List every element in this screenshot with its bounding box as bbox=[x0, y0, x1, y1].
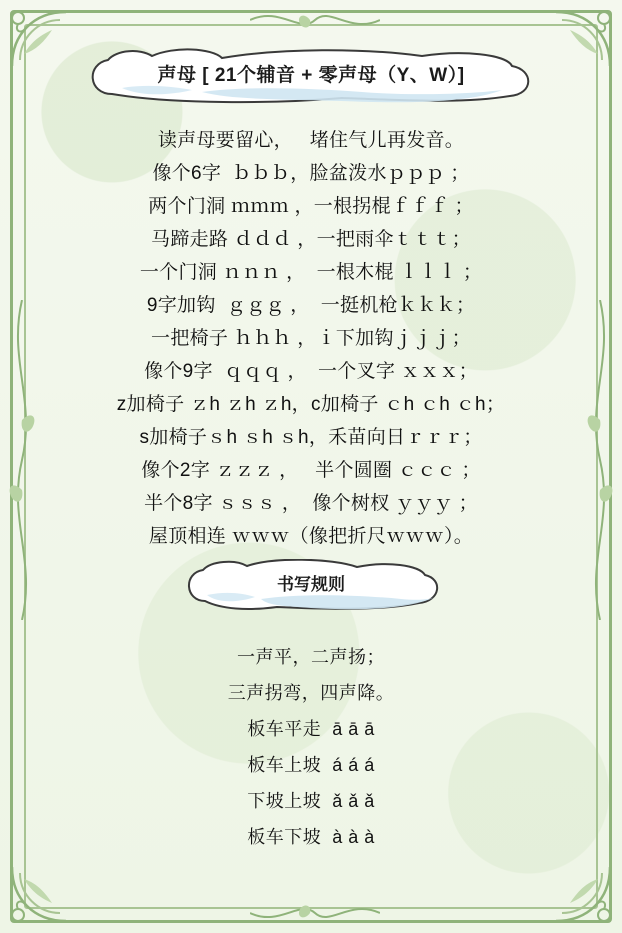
rules-line: 板车上坡 á á á bbox=[247, 755, 375, 775]
verse-line: 读声母要留心， 堵住气儿再发音。 bbox=[157, 130, 465, 151]
worksheet-content bbox=[34, 34, 588, 899]
rules-line: 一声平，二声扬； bbox=[237, 647, 385, 667]
writing-rules-title-banner bbox=[181, 559, 441, 615]
verse-line: 半个8字 ｓｓｓ ， 像个树杈 ｙｙｙ ； bbox=[144, 493, 478, 514]
verse-line: 两个门洞 ｍｍｍ ，一根拐棍ｆｆｆ ； bbox=[148, 196, 474, 217]
verse-line: 屋顶相连 ｗｗｗ（像把折尺ｗｗｗ）。 bbox=[148, 526, 474, 547]
initials-title-banner bbox=[82, 48, 540, 110]
verse-line: 9字加钩 ｇｇｇ ， 一挺机枪ｋｋｋ； bbox=[146, 295, 476, 316]
verse-line: 一把椅子 ｈｈｈ ，ｉ下加钩ｊｊｊ； bbox=[151, 328, 471, 349]
writing-rules-title-text: 书写规则 bbox=[277, 575, 345, 594]
verse-line: s加椅子ｓh ｓh ｓh，禾苗向日ｒｒｒ； bbox=[139, 427, 483, 448]
verse-line: 马蹄走路 ｄｄｄ ，一把雨伞ｔｔｔ； bbox=[151, 229, 471, 250]
verse-line: z加椅子 ｚh ｚh ｚh，c加椅子 ｃh ｃh ｃh； bbox=[116, 394, 506, 415]
rules-line: 板车平走 ā ā ā bbox=[247, 719, 375, 739]
verse-line: 像个2字 ｚｚｚ ， 半个圆圈 ｃｃｃ ； bbox=[141, 460, 481, 481]
initials-title-text: 声母 [ 21个辅音 + 零声母（Y、W）] bbox=[157, 65, 465, 86]
rules-line: 板车下坡 à à à bbox=[247, 827, 375, 847]
rules-line: 下坡上坡 ǎ ǎ ǎ bbox=[247, 791, 375, 811]
verse-line: 像个6字 ｂｂｂ，脸盆泼水ｐｐｐ ； bbox=[152, 163, 470, 184]
verse-line: 一个门洞 ｎｎｎ ， 一根木棍 ｌｌｌ ； bbox=[139, 262, 483, 283]
initials-verse bbox=[34, 124, 588, 553]
writing-rules-verse bbox=[34, 639, 588, 855]
verse-line: 像个9字 ｑｑｑ ， 一个叉字 ｘｘｘ； bbox=[144, 361, 478, 382]
rules-line: 三声拐弯，四声降。 bbox=[227, 683, 395, 703]
